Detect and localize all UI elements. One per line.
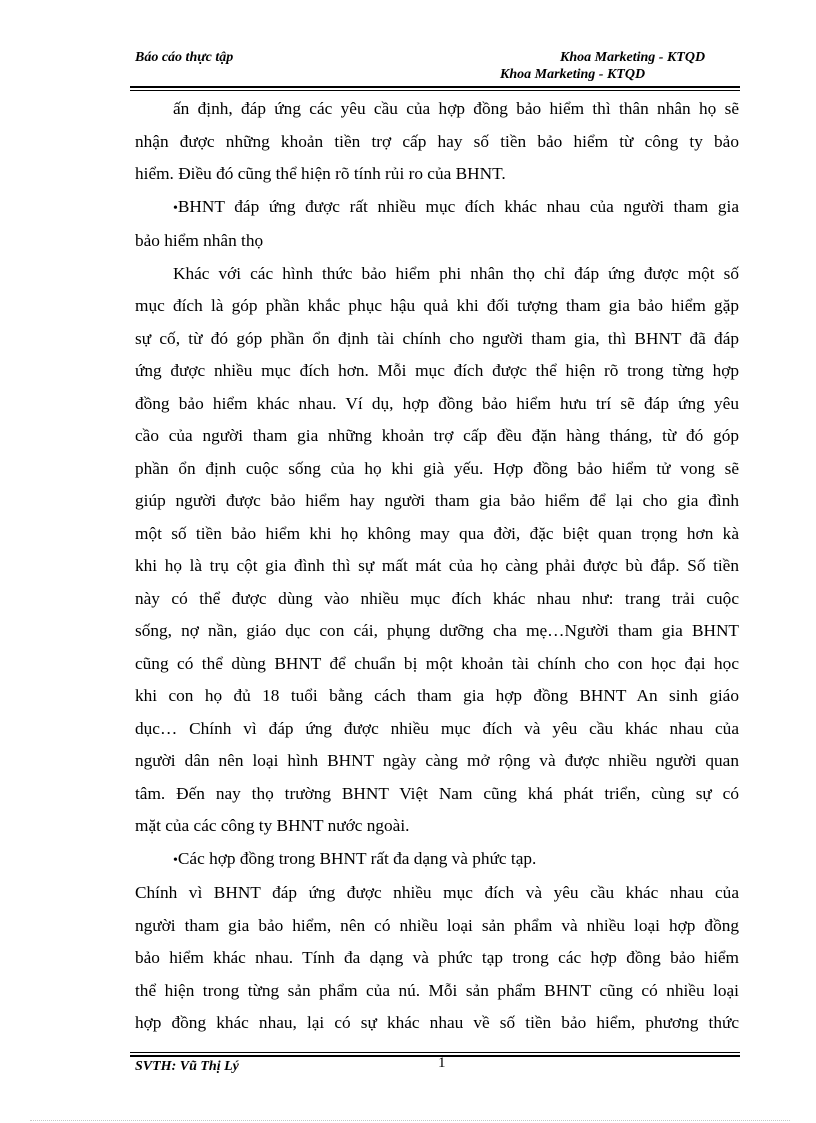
page-number: 1 <box>438 1055 446 1071</box>
text-line: thể hiện trong từng sản phẩm của nú. Mỗi sản phẩm BHNT cũng có nhiều loại <box>135 980 739 1000</box>
text-line: dục… Chính vì đáp ứng được nhiều mục đích và yêu cầu khác nhau của <box>135 718 739 738</box>
text-line: khi họ là trụ cột gia đình thì sự mất mát của họ càng phải được bù đắp. Số tiền <box>135 556 739 575</box>
bullet-text: Các hợp đồng trong BHNT rất đa dạng và phức tạp. <box>177 848 537 868</box>
text-line: đồng bảo hiểm khác nhau. Ví dụ, hợp đồng bảo hiểm hưu trí sẽ đáp ứng yêu <box>135 393 739 413</box>
text-line: hiểm. Điều đó cũng thể hiện rõ tính rủi ro của BHNT. <box>135 164 506 183</box>
footer-rule-thin <box>130 1052 740 1053</box>
body-text <box>135 93 739 1040</box>
bullet-line <box>135 843 739 878</box>
header-right-line2: Khoa Marketing - KTQD <box>500 67 646 82</box>
text-line: ứng được nhiều mục đích hơn. Mỗi mục đích được thể hiện rõ trong từng hợp <box>135 361 739 380</box>
text-line: phần ổn định cuộc sống của họ khi già yếu. Hợp đồng bảo hiểm tử vong sẽ <box>135 458 739 478</box>
text-line: nhận được những khoản tiền trợ cấp hay số tiền bảo hiểm từ công ty bảo <box>135 131 739 151</box>
text-line: người tham gia bảo hiểm, nên có nhiều loại sản phẩm và nhiều loại hợp đồng <box>135 915 739 935</box>
text-line: cầo của người tham gia những khoản trợ cấp đều đặn hàng tháng, từ đó góp <box>135 426 739 445</box>
text-line: một số tiền bảo hiểm khi họ không may qua đời, đặc biệt quan trọng hơn kà <box>135 523 739 543</box>
text-line: ấn định, đáp ứng các yêu cầu của hợp đồng bảo hiểm thì thân nhân họ sẽ <box>173 99 739 118</box>
text-line: bảo hiểm nhân thọ <box>135 231 264 250</box>
footer-author: SVTH: Vũ Thị Lý <box>135 1059 239 1074</box>
footer-rule-thick <box>130 1055 740 1057</box>
bullet-text: BHNT đáp ứng được rất nhiều mục đích khác nhau của người tham gia <box>177 196 739 216</box>
bullet-icon: • <box>173 852 178 868</box>
text-line: người dân nên loại hình BHNT ngày càng mở rộng và được nhiều người quan <box>135 751 739 770</box>
text-line: khi con họ đủ 18 tuổi bằng cách tham gia hợp đồng BHNT An sinh giáo <box>135 686 739 705</box>
text-line: Khác với các hình thức bảo hiểm phi nhân thọ chỉ đáp ứng được một số <box>173 263 739 283</box>
header-rule-thick <box>130 86 740 88</box>
text-line: mục đích là góp phần khắc phục hậu quả khi đối tượng tham gia bảo hiểm gặp <box>135 296 739 315</box>
text-line: này có thể được dùng vào nhiều mục đích khác nhau như: trang trải cuộc <box>135 588 739 608</box>
text-line: mặt của các công ty BHNT nước ngoài. <box>135 816 410 835</box>
header-left: Báo cáo thực tập <box>135 50 234 65</box>
bullet-line <box>135 191 739 226</box>
text-line: Chính vì BHNT đáp ứng được nhiều mục đích và yêu cầu khác nhau của <box>135 883 739 902</box>
text-line: tâm. Đến nay thọ trường BHNT Việt Nam cũng khá phát triển, cùng sự có <box>135 783 739 803</box>
page-bottom-divider <box>30 1120 790 1121</box>
text-line: giúp người được bảo hiểm hay người tham gia bảo hiểm để lại cho gia đình <box>135 491 739 510</box>
text-line: bảo hiểm khác nhau. Tính đa dạng và phức tạp trong các hợp đồng bảo hiểm <box>135 948 739 967</box>
text-line: sự cố, từ đó góp phần ổn định tài chính cho người tham gia, thì BHNT đã đáp <box>135 328 739 348</box>
bullet-icon: • <box>173 200 178 216</box>
text-line: sống, nợ nần, giáo dục con cái, phụng dưỡng cha mẹ…Người tham gia BHNT <box>135 621 739 640</box>
header-right-line1: Khoa Marketing - KTQD <box>560 50 706 65</box>
header-rule-thin <box>130 90 740 91</box>
text-line: hợp đồng khác nhau, lại có sự khác nhau về số tiền bảo hiểm, phương thức <box>135 1013 739 1032</box>
text-line: cũng có thể dùng BHNT để chuẩn bị một khoản tài chính cho con học đại học <box>135 653 739 673</box>
